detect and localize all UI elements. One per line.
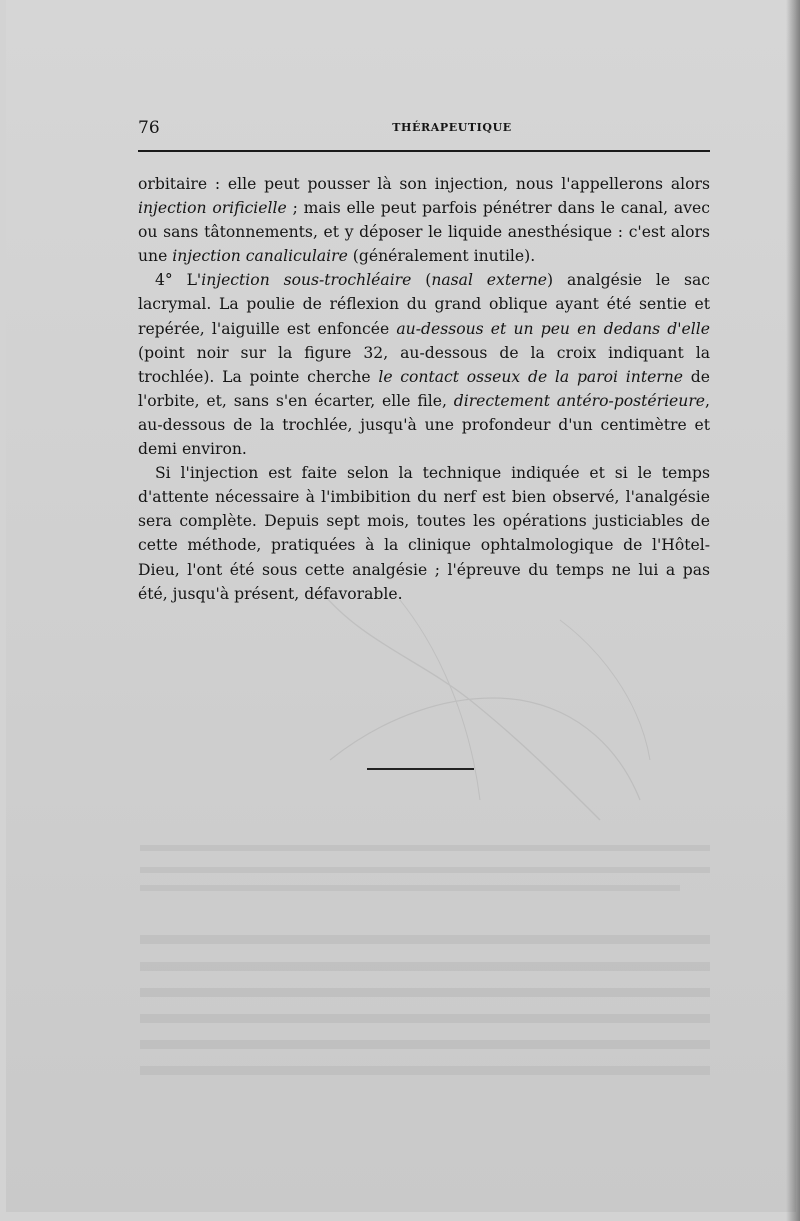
text-run: ) analgésie le sac lacrymal. La poulie de réflexion du grand oblique ayant été sentie et repérée, l'aiguille est enfoncée: [138, 271, 710, 338]
text-run: orbitaire : elle peut pousser là son injection, nous l'appellerons alors: [138, 175, 710, 193]
paragraph-injection-orificielle: [138, 172, 710, 268]
italic-term: injection orificielle: [138, 199, 287, 218]
italic-term: nasal externe: [431, 271, 548, 290]
paragraph-conclusion: Si l'injection est faite selon la technique indiquée et si le temps d'attente nécessaire à l'imbibition du nerf est bien observé, l'analgésie sera complète. Depuis sept mois, toutes les opérations justiciables de cette méthode, pratiquées à la clinique ophtalmologique de l'Hôtel-Dieu, l'ont été sous cette analgésie ; l'épreuve du temps ne lui a pas été, jusqu'à présent, défavorable.: [138, 464, 710, 603]
section-end-rule: [367, 768, 474, 770]
text-run: , au-dessous de la trochlée, jusqu'à une profondeur d'un centimètre et demi environ.: [138, 391, 710, 459]
text-run: (généralement inutile).: [347, 247, 536, 266]
page-number: 76: [138, 118, 160, 138]
text-run: de l'orbite, et, sans s'en écarter, elle file,: [138, 367, 710, 410]
body-text: [138, 172, 710, 606]
header-rule: [138, 150, 710, 152]
paragraph-injection-sous-trochleaire: [138, 268, 710, 461]
italic-term: injection canaliculaire: [172, 247, 348, 266]
page-edge-shadow: [786, 0, 800, 1221]
italic-term: injection sous-trochléaire: [201, 271, 412, 290]
running-header: [138, 118, 710, 142]
running-title: THÉRAPEUTIQUE: [392, 121, 512, 134]
text-run: 4° L': [155, 271, 202, 290]
text-run: (point noir sur la figure 32, au-dessous de la croix indiquant la trochlée). La pointe cherche: [138, 343, 710, 386]
italic-term: le contact osseux de la paroi interne: [378, 367, 684, 386]
italic-term: directement antéro-postérieure: [453, 391, 706, 410]
text-run: ; mais elle peut parfois pénétrer dans le canal, avec ou sans tâtonnements, et y déposer le liquide anesthésique : c'est alors une: [138, 199, 710, 266]
text-run: (: [411, 271, 432, 290]
italic-term: au-dessous et un peu en dedans d'elle: [396, 319, 710, 338]
